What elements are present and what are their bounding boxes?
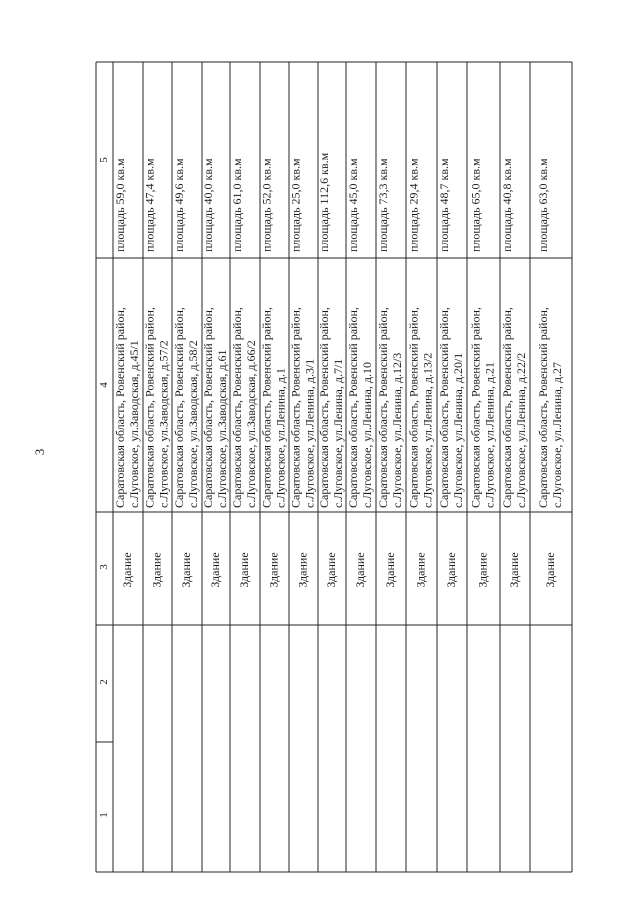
cell-address-line2: с.Луговское, ул.Ленина, д.22/2 [513,352,528,508]
cell-address-line1: Саратовская область, Ровенский район, [288,307,303,508]
cell-address-line1: Саратовская область, Ровенский район, [112,307,127,508]
cell-object: Здание [266,552,281,588]
cell-object: Здание [475,552,490,588]
cell-address-line1: Саратовская область, Ровенский район, [468,307,483,508]
cell-object: Здание [295,552,310,588]
cell-address-line2: с.Луговское, ул.Заводская, д.57/2 [156,340,171,508]
cell-address-line1: Саратовская область, Ровенский район, [171,307,186,508]
cell-address-line2: с.Луговское, ул.Заводская, д.61 [214,349,229,508]
cell-address-line1: Саратовская область, Ровенский район, [535,307,550,508]
cell-address-line2: с.Луговское, ул.Ленина, д.3/1 [302,358,317,508]
cell-address-line1: Саратовская область, Ровенский район, [142,307,157,508]
cell-address-line1: Саратовская область, Ровенский район, [499,307,514,508]
cell-address-line1: Саратовская область, Ровенский район, [375,307,390,508]
column-number-2: 2 [98,679,111,685]
cell-address-line1: Саратовская область, Ровенский район, [345,307,360,508]
cell-object: Здание [382,552,397,588]
cell-object: Здание [352,552,367,588]
cell-area: площадь 25,0 кв.м [288,158,303,252]
cell-area: площадь 73,3 кв.м [375,158,390,252]
table-text [98,152,564,817]
cell-area: площадь 45,0 кв.м [345,158,360,252]
cell-area: площадь 49,6 кв.м [171,158,186,252]
cell-address-line2: с.Луговское, ул.Ленина, д.7/1 [330,358,345,508]
cell-address-line1: Саратовская область, Ровенский район, [406,307,421,508]
cell-object: Здание [149,552,164,588]
cell-address-line2: с.Луговское, ул.Заводская, д.66/2 [243,340,258,508]
cell-area: площадь 59,0 кв.м [112,158,127,252]
cell-area: площадь 40,8 кв.м [499,158,514,252]
cell-address-line2: с.Луговское, ул.Заводская, д.58/2 [185,340,200,508]
cell-address-line2: с.Луговское, ул.Ленина, д.12/3 [389,352,404,508]
cell-object: Здание [236,552,251,588]
cell-address-line1: Саратовская область, Ровенский район, [200,307,215,508]
cell-address-line1: Саратовская область, Ровенский район, [316,307,331,508]
page-number: 3 [31,448,47,456]
cell-address-line2: с.Луговское, ул.Ленина, д.10 [359,362,374,508]
cell-object: Здание [178,552,193,588]
cell-area: площадь 47,4 кв.м [142,158,157,252]
cell-object: Здание [323,552,338,588]
cell-address-line2: с.Луговское, ул.Ленина, д.1 [273,368,288,508]
cell-address-line1: Саратовская область, Ровенский район, [229,307,244,508]
cell-address-line2: с.Луговское, ул.Заводская, д.45/1 [126,340,141,508]
cell-object: Здание [542,552,557,588]
cell-address-line2: с.Луговское, ул.Ленина, д.21 [482,362,497,508]
column-number-1: 1 [98,812,111,818]
cell-object: Здание [207,552,222,588]
cell-area: площадь 29,4 кв.м [406,158,421,252]
cell-area: площадь 65,0 кв.м [468,158,483,252]
cell-area: площадь 63,0 кв.м [535,158,550,252]
cell-address-line2: с.Луговское, ул.Ленина, д.27 [549,362,564,508]
cell-area: площадь 48,7 кв.м [436,158,451,252]
cell-address-line1: Саратовская область, Ровенский район, [436,307,451,508]
cell-object: Здание [443,552,458,588]
cell-area: площадь 112,6 кв.м [316,152,331,252]
cell-object: Здание [119,552,134,588]
column-number-5: 5 [98,157,111,163]
cell-address-line1: Саратовская область, Ровенский район, [259,307,274,508]
cell-area: площадь 61,0 кв.м [229,158,244,252]
cell-area: площадь 52,0 кв.м [259,158,274,252]
cell-object: Здание [506,552,521,588]
cell-address-line2: с.Луговское, ул.Ленина, д.20/1 [450,352,465,508]
cell-area: площадь 40,0 кв.м [200,158,215,252]
column-number-4: 4 [98,382,111,388]
cell-address-line2: с.Луговское, ул.Ленина, д.13/2 [420,352,435,508]
cell-object: Здание [413,552,428,588]
column-number-3: 3 [98,564,111,570]
